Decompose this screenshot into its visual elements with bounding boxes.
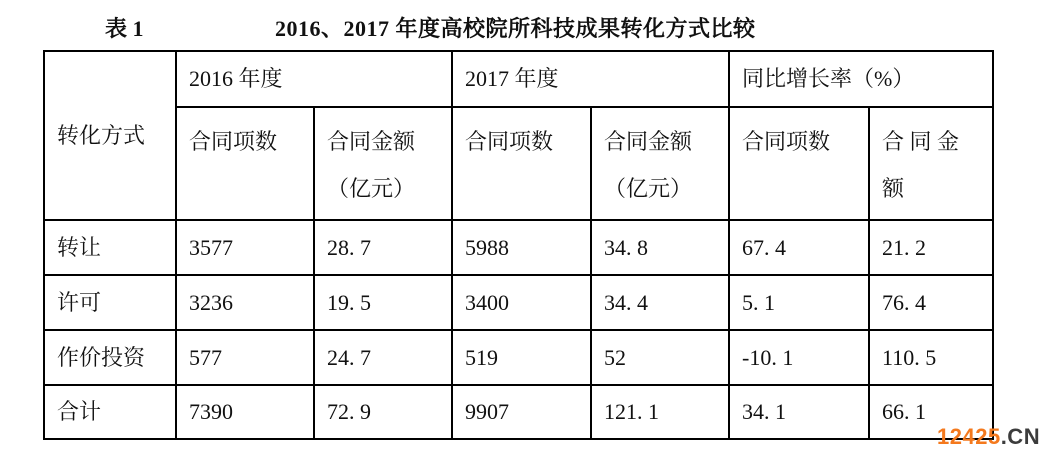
- cell-2016-items: 577: [176, 330, 314, 385]
- table-row-transfer: [44, 220, 993, 275]
- header-group-2016: 2016 年度: [176, 51, 452, 107]
- cell-growth-items: 67. 4: [729, 220, 869, 275]
- header-2016-contract-amount-line2: （亿元）: [327, 176, 416, 201]
- cell-2017-items: 9907: [452, 385, 591, 439]
- cell-2016-amount: 72. 9: [314, 385, 452, 439]
- header-2016-contract-items: 合同项数: [176, 107, 314, 220]
- cell-2017-amount: 121. 1: [591, 385, 729, 439]
- header-2017-contract-amount: [591, 107, 729, 220]
- table-caption-title: 2016、2017 年度高校院所科技成果转化方式比较: [275, 16, 756, 41]
- site-watermark: [937, 424, 1040, 450]
- header-growth-contract-items: 合同项数: [729, 107, 869, 220]
- header-2016-contract-amount-line1: 合同金额: [327, 129, 416, 154]
- header-corner-method: 转化方式: [44, 51, 176, 220]
- header-2017-contract-items: 合同项数: [452, 107, 591, 220]
- cell-growth-items: 34. 1: [729, 385, 869, 439]
- cell-growth-amount: 66. 1: [869, 385, 993, 439]
- table-row-investment: [44, 330, 993, 385]
- cell-growth-items: 5. 1: [729, 275, 869, 330]
- header-group-2017: 2017 年度: [452, 51, 729, 107]
- row-label: 转让: [44, 220, 176, 275]
- cell-2016-amount: 24. 7: [314, 330, 452, 385]
- header-group-growth-rate: 同比增长率（%）: [729, 51, 993, 107]
- cell-2017-amount: 34. 8: [591, 220, 729, 275]
- header-2017-contract-amount-line1: 合同金额: [604, 129, 693, 154]
- watermark-number: 12425: [937, 424, 1001, 449]
- header-2017-contract-amount-line2: （亿元）: [604, 176, 693, 201]
- cell-growth-items: -10. 1: [729, 330, 869, 385]
- table-number-label: 表 1: [105, 16, 144, 41]
- cell-2017-amount: 34. 4: [591, 275, 729, 330]
- cell-2017-amount: 52: [591, 330, 729, 385]
- cell-growth-amount: 21. 2: [869, 220, 993, 275]
- cell-2017-items: 519: [452, 330, 591, 385]
- cell-2016-items: 3577: [176, 220, 314, 275]
- comparison-table: [43, 50, 994, 440]
- cell-2017-items: 3400: [452, 275, 591, 330]
- table-caption: [0, 0, 1046, 50]
- cell-growth-amount: 110. 5: [869, 330, 993, 385]
- cell-2016-amount: 28. 7: [314, 220, 452, 275]
- header-row-subcolumns: [44, 107, 993, 220]
- header-row-groups: [44, 51, 993, 107]
- header-growth-contract-amount-line2: 额: [882, 176, 905, 201]
- header-growth-contract-amount: [869, 107, 993, 220]
- cell-2017-items: 5988: [452, 220, 591, 275]
- row-label: 作价投资: [44, 330, 176, 385]
- table-row-license: [44, 275, 993, 330]
- row-label: 合计: [44, 385, 176, 439]
- cell-2016-items: 7390: [176, 385, 314, 439]
- watermark-domain-suffix: .CN: [1000, 424, 1041, 449]
- header-2016-contract-amount: [314, 107, 452, 220]
- cell-2016-amount: 19. 5: [314, 275, 452, 330]
- cell-growth-amount: 76. 4: [869, 275, 993, 330]
- header-growth-contract-amount-line1: 合 同 金: [882, 129, 960, 154]
- table-row-total: [44, 385, 993, 439]
- cell-2016-items: 3236: [176, 275, 314, 330]
- row-label: 许可: [44, 275, 176, 330]
